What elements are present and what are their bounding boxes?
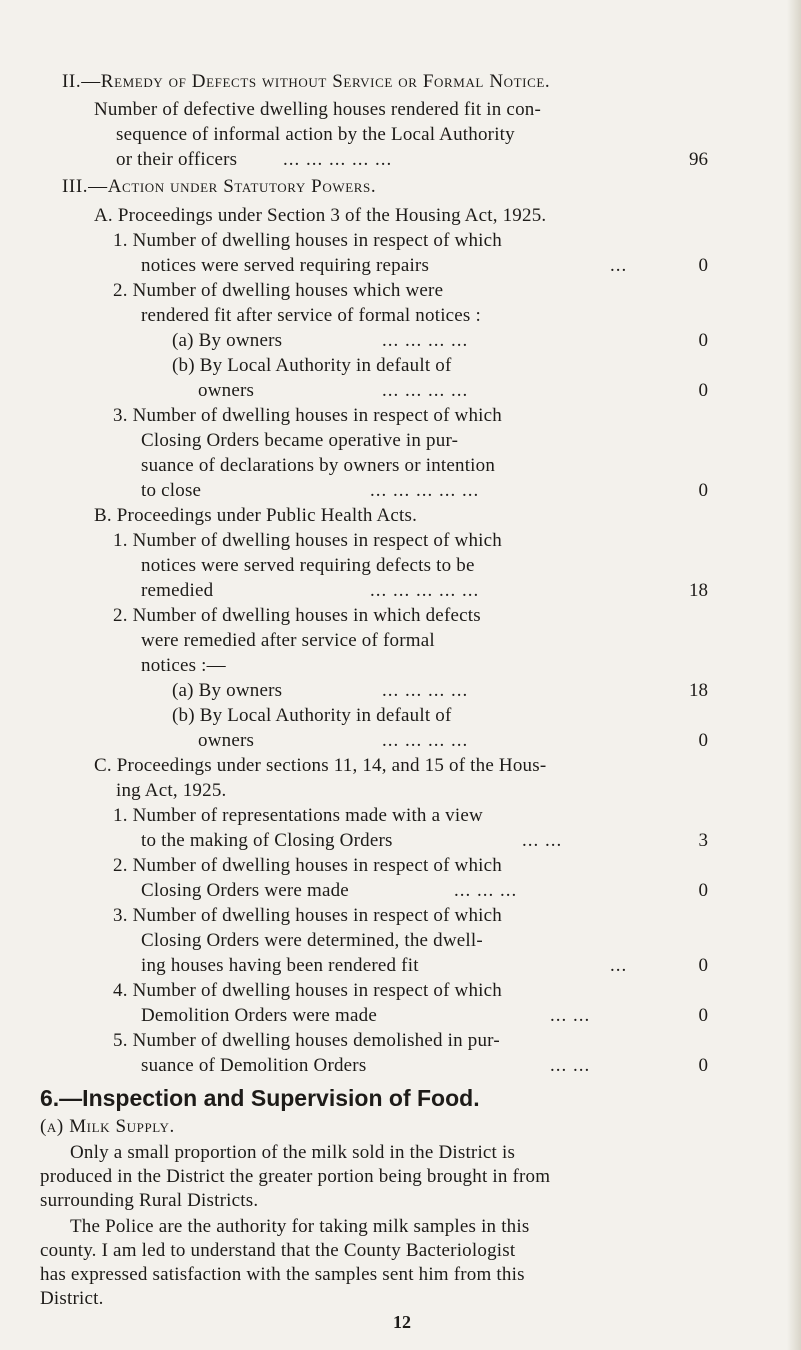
milk-supply-subheading: (a) Milk Supply. — [40, 1116, 175, 1137]
section-ii-line-2: sequence of informal action by the Local Authority — [116, 124, 515, 145]
c-item-4-value: 0 — [698, 1005, 708, 1026]
c-item-2-line-1: 2. Number of dwelling houses in respect of which — [113, 855, 502, 876]
c-item-3-line-3: ing houses having been rendered fit — [141, 955, 419, 976]
a-item-2a-leader: ... ... ... ... — [382, 330, 469, 351]
a-item-2b-value: 0 — [698, 380, 708, 401]
c-item-1-leader: ... ... — [522, 830, 563, 851]
a-item-3-line-4: to close — [141, 480, 202, 501]
c-item-5-line-2: suance of Demolition Orders — [141, 1055, 367, 1076]
a-item-1-line-1: 1. Number of dwelling houses in respect of which — [113, 230, 502, 251]
c-item-3-leader: ... — [610, 955, 628, 976]
c-item-5-line-1: 5. Number of dwelling houses demolished in pur- — [113, 1030, 500, 1051]
b-item-2b-leader: ... ... ... ... — [382, 730, 469, 751]
paragraph-2-line-2: county. I am led to understand that the County Bacteriologist — [40, 1240, 516, 1261]
section-ii-line-3: or their officers — [116, 149, 238, 170]
a-item-3-line-2: Closing Orders became operative in pur- — [141, 430, 459, 451]
b-item-2b-line-1: (b) By Local Authority in default of — [172, 705, 452, 726]
b-item-1-line-2: notices were served requiring defects to be — [141, 555, 475, 576]
b-item-2b-value: 0 — [698, 730, 708, 751]
page-number: 12 — [393, 1312, 411, 1332]
b-item-1-leader: ... ... ... ... ... — [370, 580, 480, 601]
c-item-3-line-1: 3. Number of dwelling houses in respect of which — [113, 905, 502, 926]
a-item-1-value: 0 — [698, 255, 708, 276]
c-item-2-line-2: Closing Orders were made — [141, 880, 349, 901]
paragraph-2-line-4: District. — [40, 1288, 104, 1309]
a-item-3-line-3: suance of declarations by owners or intention — [141, 455, 496, 476]
b-item-2a-value: 18 — [689, 680, 708, 701]
b-item-2-line-1: 2. Number of dwelling houses in which defects — [113, 605, 481, 626]
page-edge-shadow — [787, 0, 801, 1350]
subsection-a-heading: A. Proceedings under Section 3 of the Housing Act, 1925. — [94, 205, 547, 226]
a-item-2b-line-2: owners — [198, 380, 255, 401]
paragraph-1-line-1: Only a small proportion of the milk sold in the District is — [70, 1142, 516, 1163]
b-item-2a-leader: ... ... ... ... — [382, 680, 469, 701]
a-item-2a: (a) By owners — [172, 330, 283, 351]
b-item-2b-line-2: owners — [198, 730, 255, 751]
c-item-5-value: 0 — [698, 1055, 708, 1076]
b-item-2-line-2: were remedied after service of formal — [141, 630, 435, 651]
c-item-1-line-2: to the making of Closing Orders — [141, 830, 393, 851]
paragraph-1-line-2: produced in the District the greater portion being brought in from — [40, 1166, 551, 1187]
b-item-2-line-3: notices :— — [141, 655, 226, 676]
c-item-2-value: 0 — [698, 880, 708, 901]
section-ii-value: 96 — [689, 149, 708, 170]
a-item-3-leader: ... ... ... ... ... — [370, 480, 480, 501]
paragraph-2-line-3: has expressed satisfaction with the samples sent him from this — [40, 1264, 525, 1285]
a-item-2b-leader: ... ... ... ... — [382, 380, 469, 401]
a-item-2b-line-1: (b) By Local Authority in default of — [172, 355, 452, 376]
section-6-heading: 6.—Inspection and Supervision of Food. — [40, 1085, 480, 1111]
a-item-2-line-1: 2. Number of dwelling houses which were — [113, 280, 444, 301]
a-item-1-line-2: notices were served requiring repairs — [141, 255, 430, 276]
subsection-c-heading-line-1: C. Proceedings under sections 11, 14, and 15 of the Hous- — [94, 755, 547, 776]
c-item-4-line-1: 4. Number of dwelling houses in respect of which — [113, 980, 502, 1001]
c-item-4-line-2: Demolition Orders were made — [141, 1005, 377, 1026]
b-item-1-line-1: 1. Number of dwelling houses in respect of which — [113, 530, 502, 551]
paragraph-1-line-3: surrounding Rural Districts. — [40, 1190, 259, 1211]
paragraph-2-line-1: The Police are the authority for taking milk samples in this — [70, 1216, 530, 1237]
c-item-1-line-1: 1. Number of representations made with a view — [113, 805, 483, 826]
c-item-1-value: 3 — [698, 830, 708, 851]
c-item-4-leader: ... ... — [550, 1005, 591, 1026]
b-item-1-value: 18 — [689, 580, 708, 601]
c-item-5-leader: ... ... — [550, 1055, 591, 1076]
c-item-2-leader: ... ... ... — [454, 880, 518, 901]
a-item-3-value: 0 — [698, 480, 708, 501]
b-item-1-line-3: remedied — [141, 580, 214, 601]
subsection-c-heading-line-2: ing Act, 1925. — [116, 780, 227, 801]
subsection-b-heading: B. Proceedings under Public Health Acts. — [94, 505, 418, 526]
section-iii-heading: III.—Action under Statutory Powers. — [62, 176, 377, 197]
a-item-3-line-1: 3. Number of dwelling houses in respect of which — [113, 405, 502, 426]
a-item-2-line-2: rendered fit after service of formal notices : — [141, 305, 481, 326]
c-item-3-line-2: Closing Orders were determined, the dwell- — [141, 930, 483, 951]
a-item-1-leader: ... — [610, 255, 628, 276]
section-ii-line-1: Number of defective dwelling houses rendered fit in con- — [94, 99, 541, 120]
section-ii-leader: ... ... ... ... ... — [283, 149, 393, 170]
a-item-2a-value: 0 — [698, 330, 708, 351]
b-item-2a: (a) By owners — [172, 680, 283, 701]
c-item-3-value: 0 — [698, 955, 708, 976]
section-ii-heading: II.—Remedy of Defects without Service or Formal Notice. — [62, 71, 551, 92]
